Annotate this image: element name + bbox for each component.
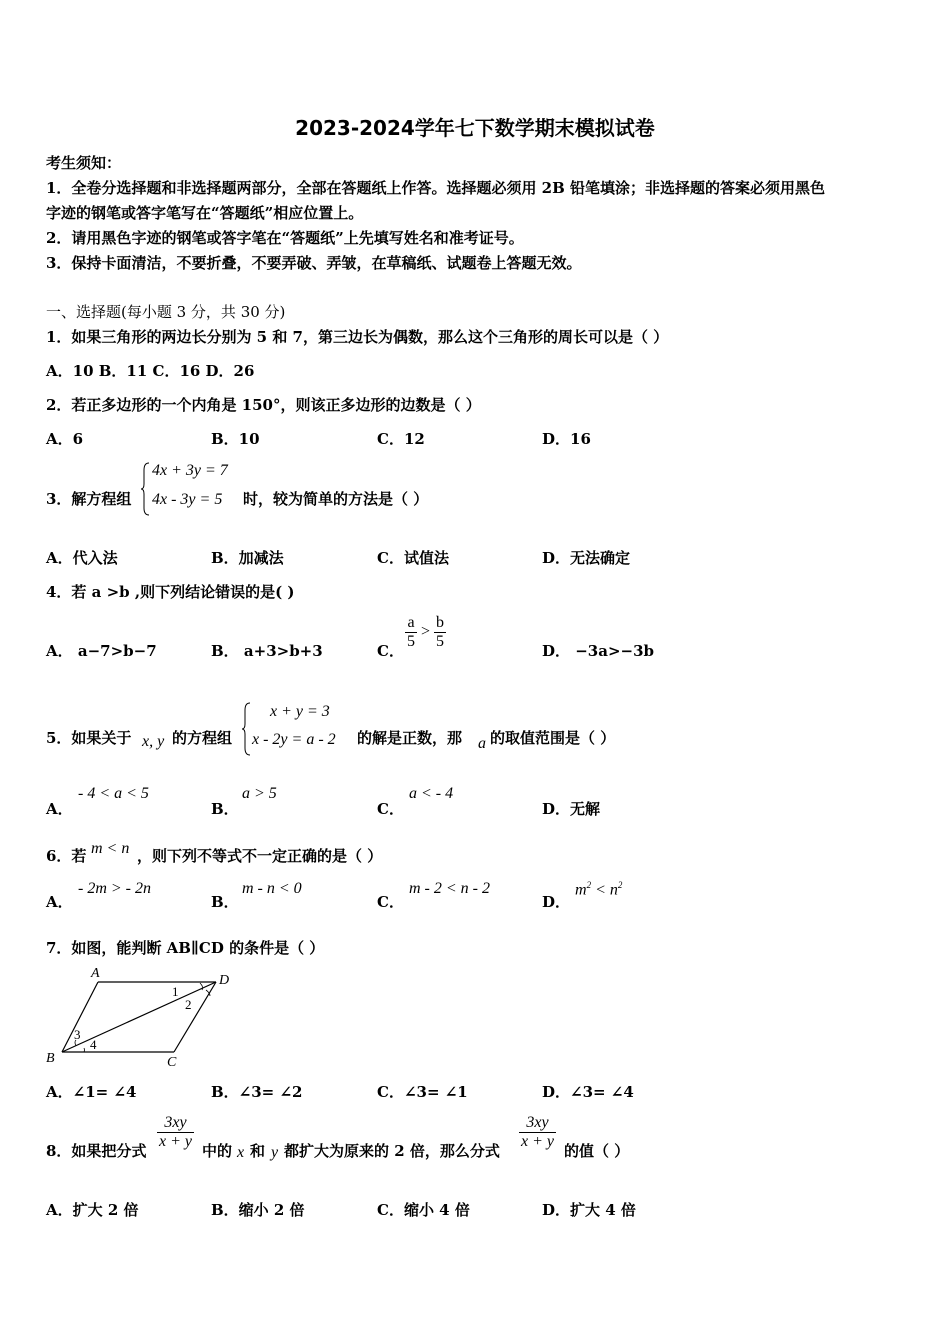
q6-d-mid: < n <box>591 881 618 899</box>
q7-line-BD <box>62 982 216 1052</box>
q6-d-sup2: 2 <box>617 880 623 890</box>
notice-item-3: 3．保持卡面清洁，不要折叠，不要弄破、弄皱，在草稿纸、试题卷上答题无效。 <box>46 254 582 272</box>
notice-item-2: 2．请用黑色字迹的钢笔或答字笔在“答题纸”上先填写姓名和准考证号。 <box>46 229 524 247</box>
q3-option-b[interactable]: B．加减法 <box>211 549 284 567</box>
q3-prefix: 3．解方程组 <box>46 490 132 508</box>
q7-angle-4: 4 <box>90 1037 97 1052</box>
q5-option-d[interactable]: D．无解 <box>542 800 601 818</box>
section-heading: 一、选择题(每小题 3 分，共 30 分) <box>46 303 286 321</box>
q7-label-B: B <box>46 1051 55 1066</box>
q5-prefix: 5．如果关于 <box>46 729 132 747</box>
q6-option-b-label[interactable]: B． <box>211 893 239 911</box>
q8-var-x: x <box>237 1144 245 1161</box>
q5-brace-icon <box>241 702 251 756</box>
q5-option-b-value: a > 5 <box>242 785 277 802</box>
q4-c-den2: 5 <box>436 633 445 650</box>
q4-c-num2: b <box>436 614 445 631</box>
q8-var-y: y <box>271 1144 279 1161</box>
q2-option-c[interactable]: C．12 <box>377 430 425 448</box>
q5-var-a: a <box>478 735 486 752</box>
q8-option-a[interactable]: A．扩大 2 倍 <box>46 1201 139 1219</box>
q3-brace-icon <box>140 462 150 516</box>
q5-vars: x, y <box>142 733 165 750</box>
q8-f1-den: x + y <box>159 1133 192 1150</box>
q5-eq1: x + y = 3 <box>270 703 330 720</box>
q4-option-b[interactable]: B． a+3>b+3 <box>211 642 323 660</box>
q8-fraction-1 <box>157 1114 194 1151</box>
q6-option-a-label[interactable]: A． <box>46 893 73 911</box>
q7-line-CD <box>174 982 216 1052</box>
q4-option-d[interactable]: D． −3a>−3b <box>542 642 655 660</box>
q7-angle-3: 3 <box>74 1027 81 1042</box>
notice-item-1: 1．全卷分选择题和非选择题两部分，全部在答题纸上作答。选择题必须用 2B 铅笔填涂；非选择题的答案必须用黑色 <box>46 179 826 197</box>
q5-option-b-label[interactable]: B． <box>211 800 239 818</box>
q7-option-d[interactable]: D．∠3= ∠4 <box>542 1083 634 1101</box>
q3-option-d[interactable]: D．无法确定 <box>542 549 631 567</box>
q1-stem: 1．如果三角形的两边长分别为 5 和 7，第三边长为偶数，那么这个三角形的周长可以是（ ） <box>46 328 669 346</box>
q6-d-base: m <box>575 881 587 899</box>
q8-option-d[interactable]: D．扩大 4 倍 <box>542 1201 636 1219</box>
q5-eq2: x - 2y = a - 2 <box>252 731 336 748</box>
notice-heading: 考生须知： <box>46 154 122 172</box>
q6-option-c-label[interactable]: C． <box>377 893 404 911</box>
q2-option-b[interactable]: B．10 <box>211 430 260 448</box>
q8-f2-num: 3xy <box>519 1114 556 1133</box>
q4-option-a[interactable]: A． a−7>b−7 <box>46 642 157 660</box>
q5-option-a-value: - 4 < a < 5 <box>78 785 149 802</box>
q2-option-d[interactable]: D．16 <box>542 430 591 448</box>
q8-fraction-2 <box>519 1114 556 1151</box>
q6-option-b-value: m - n < 0 <box>242 880 302 897</box>
q6-option-c-value: m - 2 < n - 2 <box>409 880 491 897</box>
q5-mid: 的方程组 <box>172 729 233 747</box>
q3-eq1: 4x + 3y = 7 <box>152 462 228 479</box>
q6-d-sup1: 2 <box>586 880 592 890</box>
q8-f1-num: 3xy <box>157 1114 194 1133</box>
q8-suffix: 的值（ ） <box>564 1142 630 1160</box>
q3-option-a[interactable]: A．代入法 <box>46 549 118 567</box>
q4-option-c-expr <box>405 614 446 651</box>
q7-label-A: A <box>91 966 100 981</box>
q4-c-num1: a <box>405 614 417 633</box>
q8-and: 和 <box>250 1142 266 1160</box>
q2-stem: 2．若正多边形的一个内角是 150°，则该正多边形的边数是（ ） <box>46 396 481 414</box>
q7-figure <box>40 962 240 1072</box>
q2-option-a[interactable]: A．6 <box>46 430 84 448</box>
q4-c-den1: 5 <box>407 633 415 650</box>
q8-f2-den: x + y <box>521 1133 554 1150</box>
q6-suffix: ，则下列不等式不一定正确的是（ ） <box>137 847 383 865</box>
q6-option-d-value <box>575 880 622 899</box>
q8-mid2: 都扩大为原来的 2 倍，那么分式 <box>284 1142 500 1160</box>
q7-option-c[interactable]: C．∠3= ∠1 <box>377 1083 468 1101</box>
q7-arc-4 <box>84 1048 85 1052</box>
q3-suffix: 时，较为简单的方法是（ ） <box>243 490 429 508</box>
q6-option-d-label[interactable]: D． <box>542 893 571 911</box>
q7-label-C: C <box>167 1055 177 1070</box>
q1-options: A．10 B．11 C．16 D．26 <box>46 362 255 380</box>
q7-option-b[interactable]: B．∠3= ∠2 <box>211 1083 303 1101</box>
q7-stem: 7．如图，能判断 AB∥CD 的条件是（ ） <box>46 939 325 957</box>
q8-option-c[interactable]: C．缩小 4 倍 <box>377 1201 470 1219</box>
q8-option-b[interactable]: B．缩小 2 倍 <box>211 1201 305 1219</box>
q7-angle-1: 1 <box>172 984 179 999</box>
q4-stem: 4．若 a >b ,则下列结论错误的是( ) <box>46 583 295 601</box>
q5-mid2: 的解是正数，那 <box>357 729 463 747</box>
q7-label-D: D <box>219 973 230 988</box>
q5-option-a-label[interactable]: A． <box>46 800 73 818</box>
q8-mid1: 中的 <box>202 1142 233 1160</box>
q6-condition: m < n <box>91 840 130 857</box>
q5-suffix: 的取值范围是（ ） <box>490 729 616 747</box>
q3-eq2: 4x - 3y = 5 <box>152 491 223 508</box>
notice-item-1-cont: 字迹的钢笔或答字笔写在“答题纸”相应位置上。 <box>46 204 364 222</box>
q6-prefix: 6．若 <box>46 847 87 865</box>
q4-option-c-label[interactable]: C． <box>377 642 404 660</box>
q7-option-a[interactable]: A．∠1= ∠4 <box>46 1083 137 1101</box>
q5-option-c-label[interactable]: C． <box>377 800 404 818</box>
page-title: 2023-2024学年七下数学期末模拟试卷 <box>295 116 655 140</box>
q6-option-a-value: - 2m > - 2n <box>78 880 152 897</box>
q7-angle-2: 2 <box>185 997 192 1012</box>
q3-option-c[interactable]: C．试值法 <box>377 549 449 567</box>
q8-prefix: 8．如果把分式 <box>46 1142 147 1160</box>
q4-c-op: > <box>421 623 431 641</box>
q5-option-c-value: a < - 4 <box>409 785 454 802</box>
